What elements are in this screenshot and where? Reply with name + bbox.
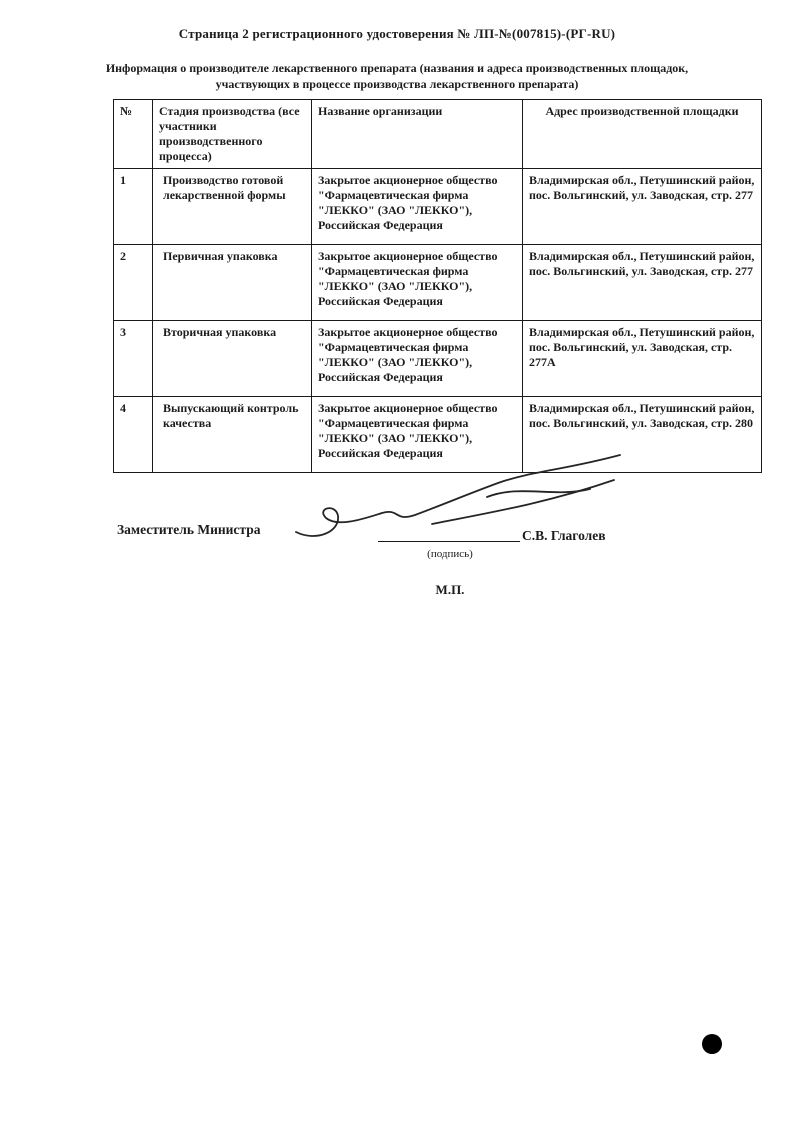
row-organization: Закрытое акционерное общество "Фармацевтическая фирма "ЛЕККО" (ЗАО "ЛЕККО"), Российская Федерация [312,397,523,473]
header-address: Адрес производственной площадки [523,100,762,169]
table-row [114,397,762,473]
manufacturer-table [113,99,762,473]
row-address: Владимирская обл., Петушинский район, пос. Вольгинский, ул. Заводская, стр. 277А [523,321,762,397]
stamp-place-label: М.П. [435,582,465,597]
row-number: 3 [114,321,153,397]
signature-line [378,541,520,542]
punch-hole-dot [702,1034,722,1054]
row-stage: Производство готовой лекарственной формы [153,169,312,245]
row-stage: Первичная упаковка [153,245,312,321]
row-organization: Закрытое акционерное общество "Фармацевтическая фирма "ЛЕККО" (ЗАО "ЛЕККО"), Российская Федерация [312,169,523,245]
header-organization: Название организации [312,100,523,169]
row-number: 2 [114,245,153,321]
row-number: 1 [114,169,153,245]
signer-position-title: Заместитель Министра [117,522,261,537]
page-subtitle: Информация о производителе лекарственного препарата (названия и адреса производственных площадок, участвующих в процессе производства лекарственного препарата) [105,61,689,92]
header-stage: Стадия производства (все участники производственного процесса) [153,100,312,169]
row-stage: Выпускающий контроль качества [153,397,312,473]
row-address: Владимирская обл., Петушинский район, пос. Вольгинский, ул. Заводская, стр. 277 [523,245,762,321]
row-organization: Закрытое акционерное общество "Фармацевтическая фирма "ЛЕККО" (ЗАО "ЛЕККО"), Российская Федерация [312,321,523,397]
table-row [114,245,762,321]
table-header-row [114,100,762,169]
table-row [114,169,762,245]
row-organization: Закрытое акционерное общество "Фармацевтическая фирма "ЛЕККО" (ЗАО "ЛЕККО"), Российская Федерация [312,245,523,321]
row-address: Владимирская обл., Петушинский район, пос. Вольгинский, ул. Заводская, стр. 277 [523,169,762,245]
table-row [114,321,762,397]
header-number: № [114,100,153,169]
row-number: 4 [114,397,153,473]
signature-caption: (подпись) [427,548,473,560]
row-stage: Вторичная упаковка [153,321,312,397]
page-title: Страница 2 регистрационного удостоверения № ЛП-№(007815)-(РГ-RU) [178,26,616,41]
signer-name: С.В. Глаголев [522,528,606,543]
row-address: Владимирская обл., Петушинский район, пос. Вольгинский, ул. Заводская, стр. 280 [523,397,762,473]
